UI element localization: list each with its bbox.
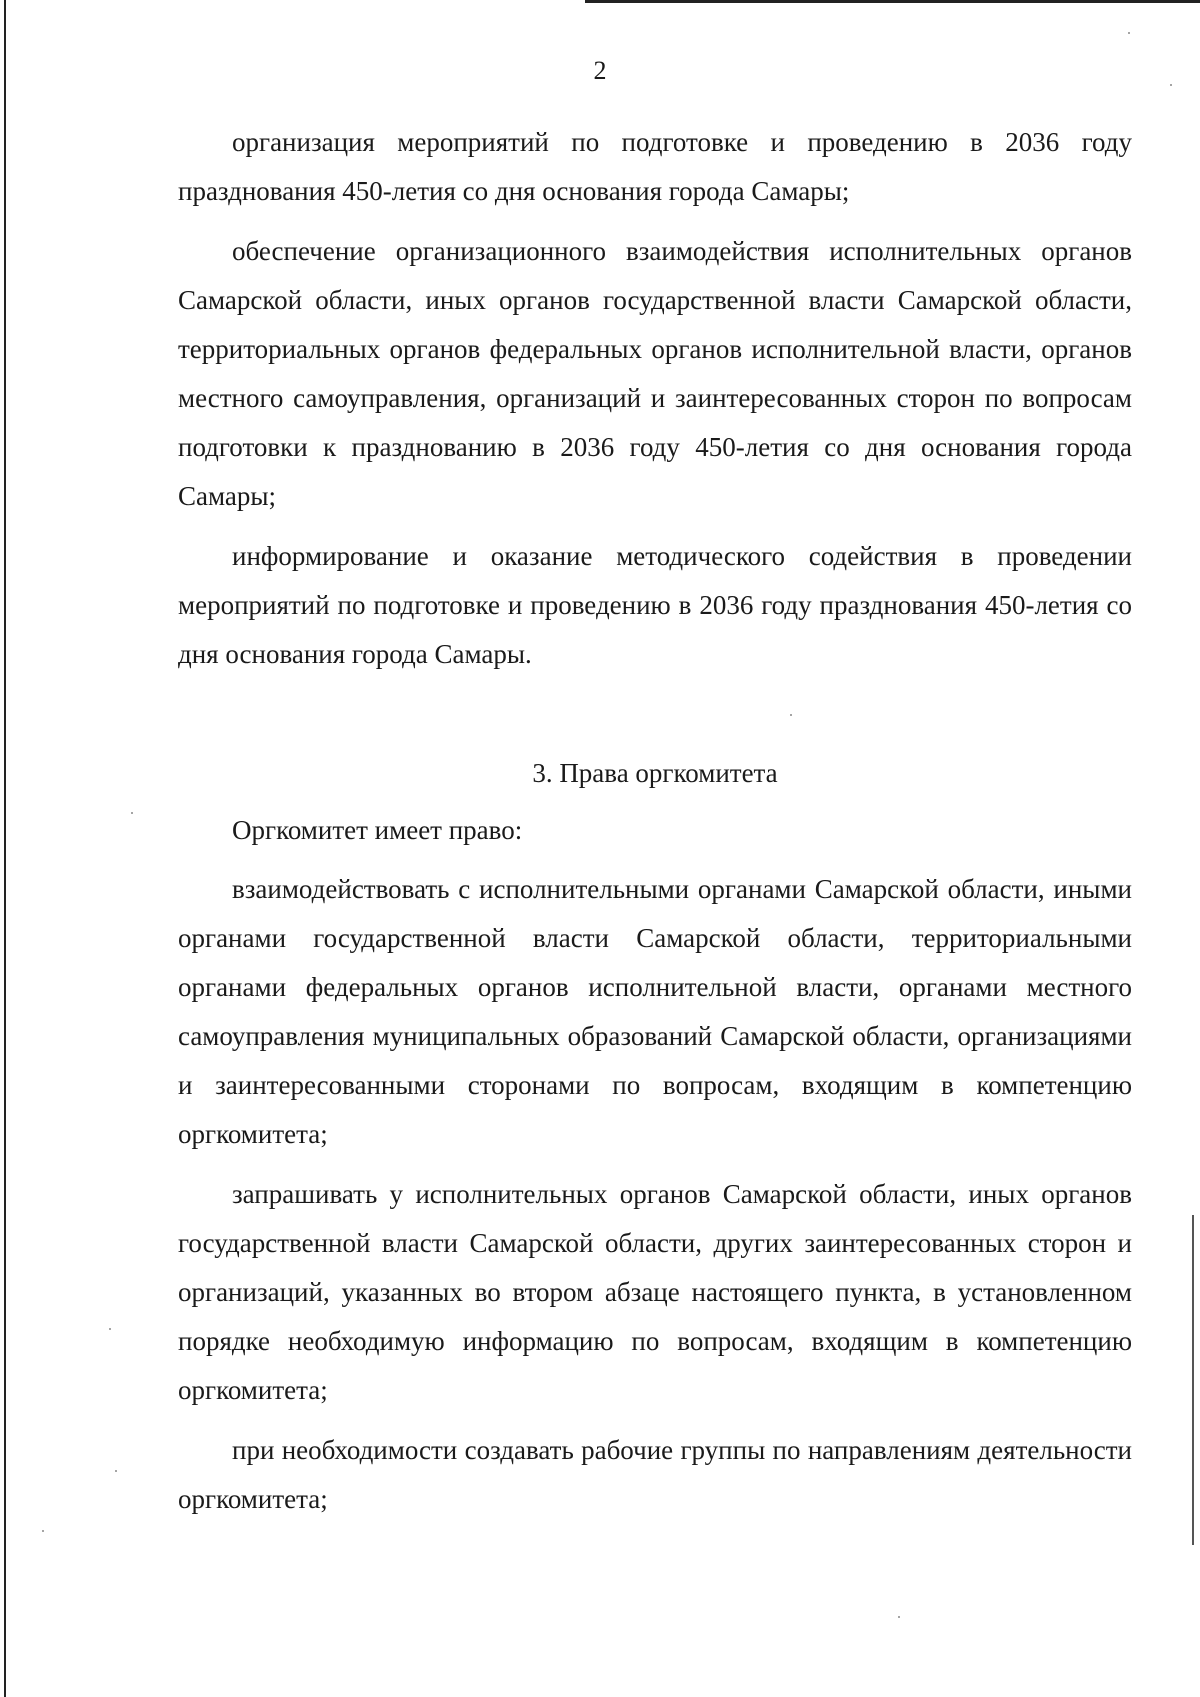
page-border-top (585, 0, 1200, 3)
scan-speck (42, 1530, 44, 1532)
scan-speck (790, 714, 792, 716)
paragraph-informing: информирование и оказание методического содействия в проведении мероприятий по подготовке и проведению в 2036 году празднования 450-летия со дня основания города Самары. (178, 541, 1132, 669)
section-heading: 3. Права оргкомитета (532, 758, 778, 788)
document-body (178, 118, 1132, 1535)
scan-speck (109, 1328, 111, 1330)
page-border-right (1192, 1215, 1194, 1545)
paragraph-request-right: запрашивать у исполнительных органов Самарской области, иных органов государственной власти Самарской области, других заинтересованных сторон и организаций, указанных во втором абзаце настоящего пункта, в установленном порядке необходимую информацию по вопросам, входящим в компетенцию оргкомитета; (178, 1179, 1132, 1405)
scan-speck (115, 1470, 117, 1472)
scan-speck (898, 1616, 900, 1618)
page-number: 2 (593, 56, 607, 85)
paragraph-working-groups-right: при необходимости создавать рабочие группы по направлениям деятельности оргкомитета; (178, 1435, 1132, 1514)
section-intro: Оргкомитет имеет право: (232, 815, 523, 845)
scan-speck (1128, 32, 1130, 34)
paragraph-interact-right: взаимодействовать с исполнительными органами Самарской области, иными органами государственной власти Самарской области, территориальными органами федеральных органов исполнительной власти, органами местного самоуправления муниципальных образований Самарской области, организациями и заинтересованными сторонами по вопросам, входящим в компетенцию оргкомитета; (178, 874, 1132, 1149)
paragraph-interaction-ensuring: обеспечение организационного взаимодействия исполнительных органов Самарской области, иных органов государственной власти Самарской области, территориальных органов федеральных органов исполнительной власти, органов местного самоуправления, организаций и заинтересованных сторон по вопросам подготовки к празднованию в 2036 году 450-летия со дня основания города Самары; (178, 236, 1132, 511)
scan-speck (1170, 84, 1172, 86)
scan-speck (131, 812, 133, 814)
paragraph-organization-events: организация мероприятий по подготовке и проведению в 2036 году празднования 450-летия со дня основания города Самары; (178, 127, 1132, 206)
page-border-left (4, 0, 6, 1697)
